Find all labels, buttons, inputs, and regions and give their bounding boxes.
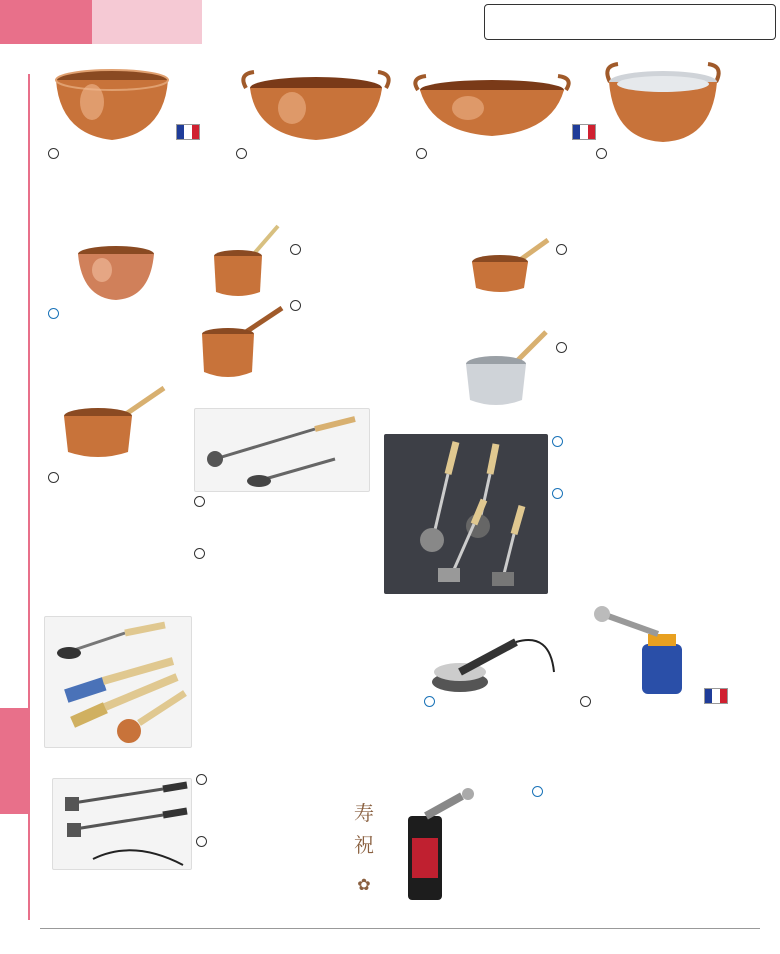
product-3-title — [416, 148, 428, 163]
sidebar-num — [0, 180, 28, 184]
sabayon-bowl-photo — [208, 222, 286, 304]
wooden-caramelizer-photo — [44, 616, 192, 748]
sidebar-tab-19[interactable] — [0, 286, 30, 392]
product-2-title — [236, 148, 248, 163]
product-12-title — [194, 548, 206, 563]
copper-katate-pan-photo — [60, 384, 170, 464]
product-25-title2 — [546, 798, 553, 810]
sidebar-tab-23-active[interactable] — [0, 708, 30, 814]
branding-iron-photo — [194, 408, 370, 492]
product-25-title — [532, 786, 544, 801]
france-flag-icon — [572, 124, 596, 140]
svg-text:祝: 祝 — [354, 833, 374, 857]
copper-bowl-handled-photo — [236, 66, 396, 144]
sidebar-tab-18[interactable] — [0, 180, 30, 286]
hammered-pan-photo — [470, 238, 552, 298]
product-5-title — [48, 308, 60, 323]
svg-text:寿: 寿 — [354, 801, 374, 825]
product-8-title — [556, 244, 568, 259]
header — [0, 0, 780, 44]
product-22-title — [196, 836, 208, 851]
order-notice — [484, 4, 776, 40]
sidebar-tab-20[interactable] — [0, 392, 30, 496]
france-flag-icon — [176, 124, 200, 140]
branding-stamp-photo — [52, 778, 192, 870]
sidebar-num — [0, 286, 28, 290]
product-15-title — [552, 548, 559, 560]
category-title — [92, 0, 202, 44]
sidebar-num — [0, 602, 28, 606]
product-24-title — [580, 696, 592, 711]
sidebar-num — [0, 74, 28, 78]
product-11-title — [194, 496, 206, 511]
sidebar-tab-22[interactable] — [0, 602, 30, 708]
sidebar-tab-21[interactable] — [0, 496, 30, 602]
stamp-sample-photo — [336, 790, 392, 920]
electric-caramelizer-photo — [420, 612, 560, 698]
product-23-title — [424, 696, 443, 711]
product-14-title — [552, 488, 571, 503]
france-flag-icon — [704, 688, 728, 704]
sidebar-tab-17[interactable] — [0, 74, 30, 180]
product-4-title — [596, 148, 608, 163]
product-21-title — [196, 774, 208, 789]
sidebar-num — [0, 814, 28, 818]
copper-sawari-pot-photo — [600, 58, 726, 146]
product-6-title — [290, 244, 302, 259]
product-10-title — [48, 472, 60, 487]
sidebar-tab-16[interactable] — [0, 814, 30, 920]
gas-torch-photo — [392, 786, 492, 904]
product-1-title — [48, 148, 60, 163]
copper-poelon-photo — [198, 306, 288, 386]
product-13-title — [552, 436, 571, 451]
deba-torch-photo — [588, 604, 708, 696]
sidebar-num — [0, 392, 28, 396]
sidebar-num — [0, 708, 28, 712]
s-copper-bowl-photo — [72, 240, 160, 304]
aluminum-pan-photo — [464, 330, 552, 412]
page-number — [0, 0, 92, 44]
product-9-title — [556, 342, 568, 357]
footer-divider — [40, 928, 760, 929]
caramelizer-photo — [384, 434, 548, 594]
sidebar-num — [0, 496, 28, 500]
copper-bowl-photo — [48, 62, 178, 144]
copper-jam-bowl-photo — [408, 70, 576, 142]
svg-text:✿: ✿ — [357, 875, 371, 894]
product-7-title — [290, 300, 302, 315]
